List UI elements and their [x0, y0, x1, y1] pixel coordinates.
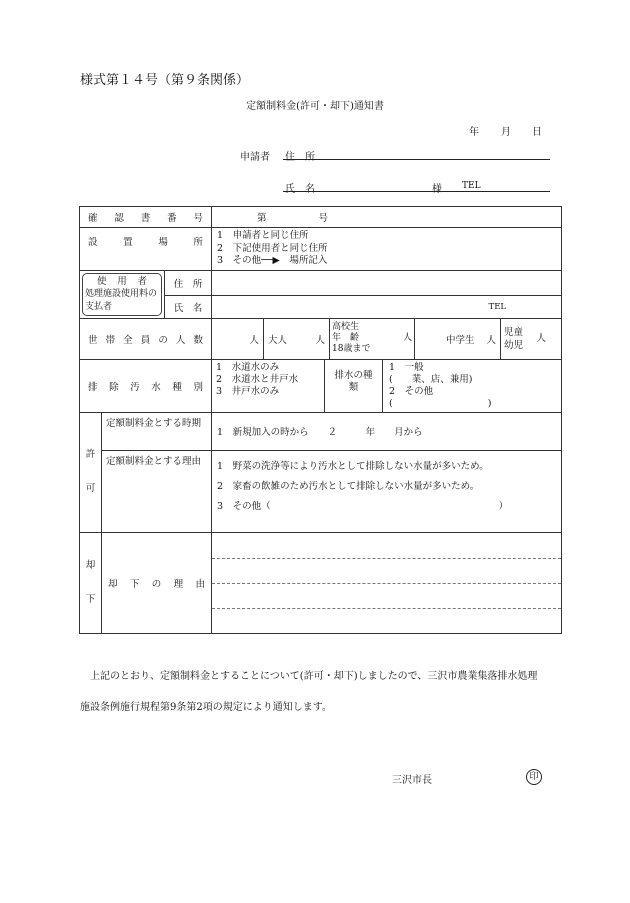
permit-label: 許 可	[80, 412, 102, 532]
applicant-address-label: 住 所	[285, 152, 315, 163]
document-title: 定額制料金(許可・却下)通知書	[246, 101, 384, 112]
child-count[interactable]: 児童 幼児 人	[504, 326, 547, 351]
drain-type-label: 排水の種 類	[325, 360, 383, 412]
household-counts[interactable]	[212, 318, 562, 359]
fixed-reason-label: 定額制料金とする理由	[102, 450, 212, 532]
date-day-label: 日	[532, 127, 542, 138]
closing-text-line-2: 施設条例施行規程第9条第2項の規定により通知します。	[80, 702, 332, 713]
drain-option-1-detail[interactable]: ( 業、店、兼用)	[389, 373, 473, 385]
applicant-name-label: 氏 名	[285, 184, 315, 195]
user-address-field[interactable]	[212, 270, 562, 295]
reject-reason-label-cell: 却 下 の 理 由	[102, 532, 212, 633]
reason-option-3[interactable]: 3 その他（ ）	[217, 500, 509, 512]
location-option-3[interactable]: 3 その他──▶ 場所記入	[217, 255, 328, 266]
water-type-label-cell: 排 除 汚 水 種 別	[80, 359, 212, 412]
date-month-label: 月	[501, 127, 511, 138]
middle-count[interactable]: 中学生 人	[415, 319, 501, 359]
location-label-cell: 設 置 場 所	[80, 228, 212, 271]
name-line[interactable]	[283, 191, 550, 192]
fixed-time-field[interactable]: 1 新規加入の時から ２ 年 月から	[212, 412, 562, 450]
application-table	[79, 206, 562, 634]
form-number: 様式第１４号（第９条関係）	[80, 73, 250, 88]
location-options[interactable]	[212, 228, 562, 271]
user-payer-label-cell: 使 用 者 処理施設使用料の支払者	[80, 270, 165, 318]
water-option-1[interactable]: 1 水道水のみ	[216, 361, 280, 373]
date-year-label: 年	[469, 127, 479, 138]
location-option-2[interactable]: 2 下記使用者と同じ住所	[217, 242, 328, 254]
dai-label: 第	[257, 213, 267, 224]
user-tel-label: TEL	[212, 295, 562, 318]
signer-label: 三沢市長	[392, 775, 432, 786]
water-type-options[interactable]	[212, 359, 562, 412]
closing-text-line-1: 上記のとおり、定額制料金とすることについて(許可・却下)しましたので、三沢市農業集落排水処理	[90, 671, 538, 682]
sama-label: 様	[432, 184, 442, 195]
highschool-count[interactable]: 高校生 年 齢 18歳まで 人	[330, 319, 415, 359]
water-option-2[interactable]: 2 水道水と井戸水	[216, 373, 299, 385]
drain-option-2[interactable]: 2 その他	[389, 385, 434, 397]
adult-count[interactable]: 大人 人	[264, 319, 330, 359]
fixed-time-label: 定額制料金とする時期	[102, 412, 212, 450]
water-option-3[interactable]: 3 井戸水のみ	[216, 385, 280, 397]
address-line[interactable]	[283, 159, 550, 160]
payer-label: 処理施設使用料の支払者	[85, 288, 158, 312]
drain-option-1[interactable]: 1 一般	[389, 361, 424, 373]
household-label-cell: 世 帯 全 員 の 人 数	[80, 318, 212, 359]
reason-option-1[interactable]: 1 野菜の洗浄等により汚水として排除しない水量が多いため。	[217, 460, 489, 472]
go-label: 号	[318, 213, 329, 224]
confirm-number-field[interactable]	[212, 207, 562, 228]
reject-reason-field[interactable]	[212, 532, 562, 633]
total-count[interactable]: 人	[212, 319, 264, 359]
drain-option-2-detail[interactable]: ( )	[389, 397, 492, 409]
applicant-label: 申請者	[240, 152, 270, 163]
seal-stamp: 印	[526, 769, 542, 785]
confirm-number-label-cell: 確 認 書 番 号	[80, 207, 212, 228]
applicant-tel-label: TEL	[462, 181, 481, 191]
reject-label: 却 下	[80, 532, 102, 633]
user-name-label: 氏 名	[165, 295, 212, 318]
fixed-reason-options[interactable]	[212, 450, 562, 532]
user-address-label: 住 所	[165, 270, 212, 295]
reason-option-2[interactable]: 2 家畜の飲雑のため汚水として排除しない水量が多いため。	[217, 480, 480, 492]
location-option-1[interactable]: 1 申請者と同じ住所	[217, 230, 309, 241]
